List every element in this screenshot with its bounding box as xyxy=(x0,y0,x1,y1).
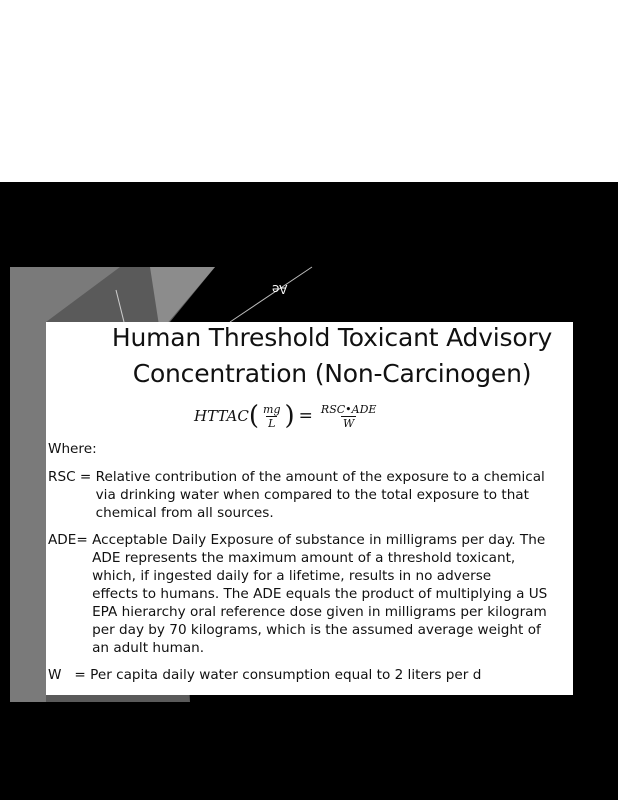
definition-term xyxy=(48,666,90,684)
definition-term xyxy=(48,531,92,657)
description-line: Acceptable Daily Exposure of substance in milligrams per day. The xyxy=(92,532,546,548)
definition-rsc xyxy=(48,468,573,522)
description-line: effects to humans. The ADE equals the product of multiplying a US xyxy=(92,586,548,602)
description-line: Per capita daily water consumption equal to 2 liters per d xyxy=(90,667,482,683)
description-line: which, if ingested daily for a lifetime, results in no adverse xyxy=(92,568,492,584)
description-line: per day by 70 kilograms, which is the assumed average weight of xyxy=(92,622,541,638)
slide-title xyxy=(46,322,573,392)
definition-term xyxy=(48,468,96,522)
open-paren: ( xyxy=(248,401,260,431)
slide xyxy=(46,322,573,695)
watermark-text: Ae xyxy=(272,282,288,296)
formula xyxy=(194,396,380,436)
definition-description xyxy=(92,531,547,657)
term-name: RSC xyxy=(48,469,76,485)
close-paren: ) xyxy=(284,401,295,431)
description-line: ADE represents the maximum amount of a threshold toxicant, xyxy=(92,550,516,566)
description-line: chemical from all sources. xyxy=(95,505,274,521)
formula-lhs: HTTAC xyxy=(194,407,249,425)
unit-denominator: L xyxy=(268,416,276,430)
definition-description xyxy=(90,666,481,684)
term-separator: = xyxy=(76,532,93,548)
unit-fraction xyxy=(261,403,282,430)
title-line-1: Human Threshold Toxicant Advisory xyxy=(111,323,553,352)
equals-sign: = xyxy=(298,406,313,426)
description-line: an adult human. xyxy=(92,640,205,656)
definitions-block xyxy=(48,440,573,693)
definition-w xyxy=(48,666,573,684)
definition-ade xyxy=(48,531,573,657)
description-line: EPA hierarchy oral reference dose given in milligrams per kilogram xyxy=(92,604,547,620)
term-separator: = xyxy=(61,667,91,683)
term-name: W xyxy=(48,667,62,683)
rhs-fraction xyxy=(319,403,379,430)
title-line-2: Concentration (Non-Carcinogen) xyxy=(132,359,532,388)
rhs-numerator: RSC•ADE xyxy=(320,402,377,416)
description-line: via drinking water when compared to the total exposure to that xyxy=(95,487,529,503)
where-label: Where: xyxy=(48,441,97,457)
description-line: Relative contribution of the amount of the exposure to a chemical xyxy=(95,469,545,485)
term-name: ADE xyxy=(48,532,77,548)
photo-frame xyxy=(0,182,618,800)
term-separator: = xyxy=(75,469,96,485)
unit-numerator: mg xyxy=(263,402,281,416)
definition-description xyxy=(96,468,545,522)
rhs-denominator: W xyxy=(343,416,355,430)
